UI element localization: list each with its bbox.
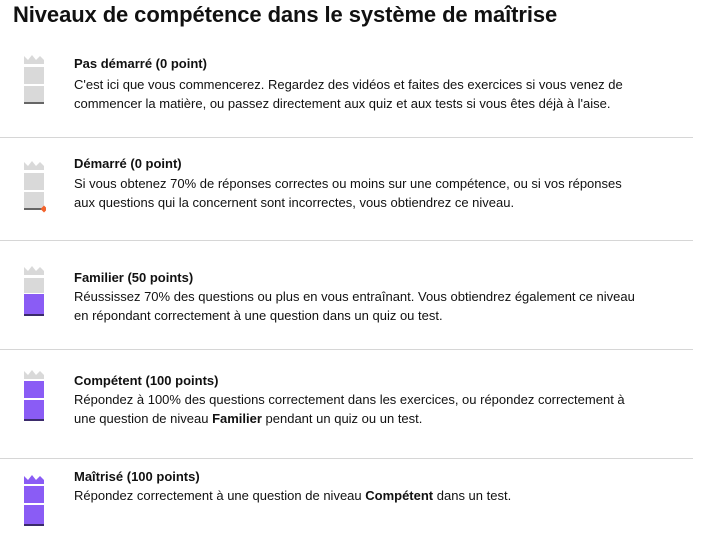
skill-level-not-started-icon bbox=[22, 54, 46, 110]
divider bbox=[0, 240, 693, 241]
divider bbox=[0, 349, 693, 350]
level-title: Familier (50 points) bbox=[74, 270, 194, 285]
skill-level-familiar-icon bbox=[22, 265, 46, 321]
divider bbox=[0, 137, 693, 138]
level-title: Compétent (100 points) bbox=[74, 373, 219, 388]
level-description: Réussissez 70% des questions ou plus en vous entraînant. Vous obtiendrez également ce niveau en répondant correctement à une question dans un quiz ou test. bbox=[74, 289, 635, 323]
divider bbox=[0, 458, 693, 459]
skill-level-mastered-icon bbox=[22, 474, 46, 530]
level-title: Pas démarré (0 point) bbox=[74, 56, 207, 71]
level-description: Répondez correctement à une question de niveau Compétent dans un test. bbox=[74, 488, 512, 503]
skill-level-proficient-icon bbox=[22, 369, 46, 425]
skill-level-started-icon bbox=[22, 160, 46, 216]
level-description: C'est ici que vous commencerez. Regardez des vidéos et faites des exercices si vous venez de commencer la matière, ou passez directement aux quiz et aux tests si vous êtes déjà à l'aise. bbox=[74, 77, 623, 111]
level-title: Maîtrisé (100 points) bbox=[74, 469, 200, 484]
level-description: Répondez à 100% des questions correctement dans les exercices, ou répondez correctement à une question de niveau Familier pendant un quiz ou un test. bbox=[74, 392, 625, 426]
page-title: Niveaux de compétence dans le système de maîtrise bbox=[13, 2, 558, 27]
level-description: Si vous obtenez 70% de réponses correctes ou moins sur une compétence, ou si vos réponses aux questions qui la concernent sont incorrectes, vous obtiendrez ce niveau. bbox=[74, 176, 622, 210]
level-title: Démarré (0 point) bbox=[74, 156, 182, 171]
